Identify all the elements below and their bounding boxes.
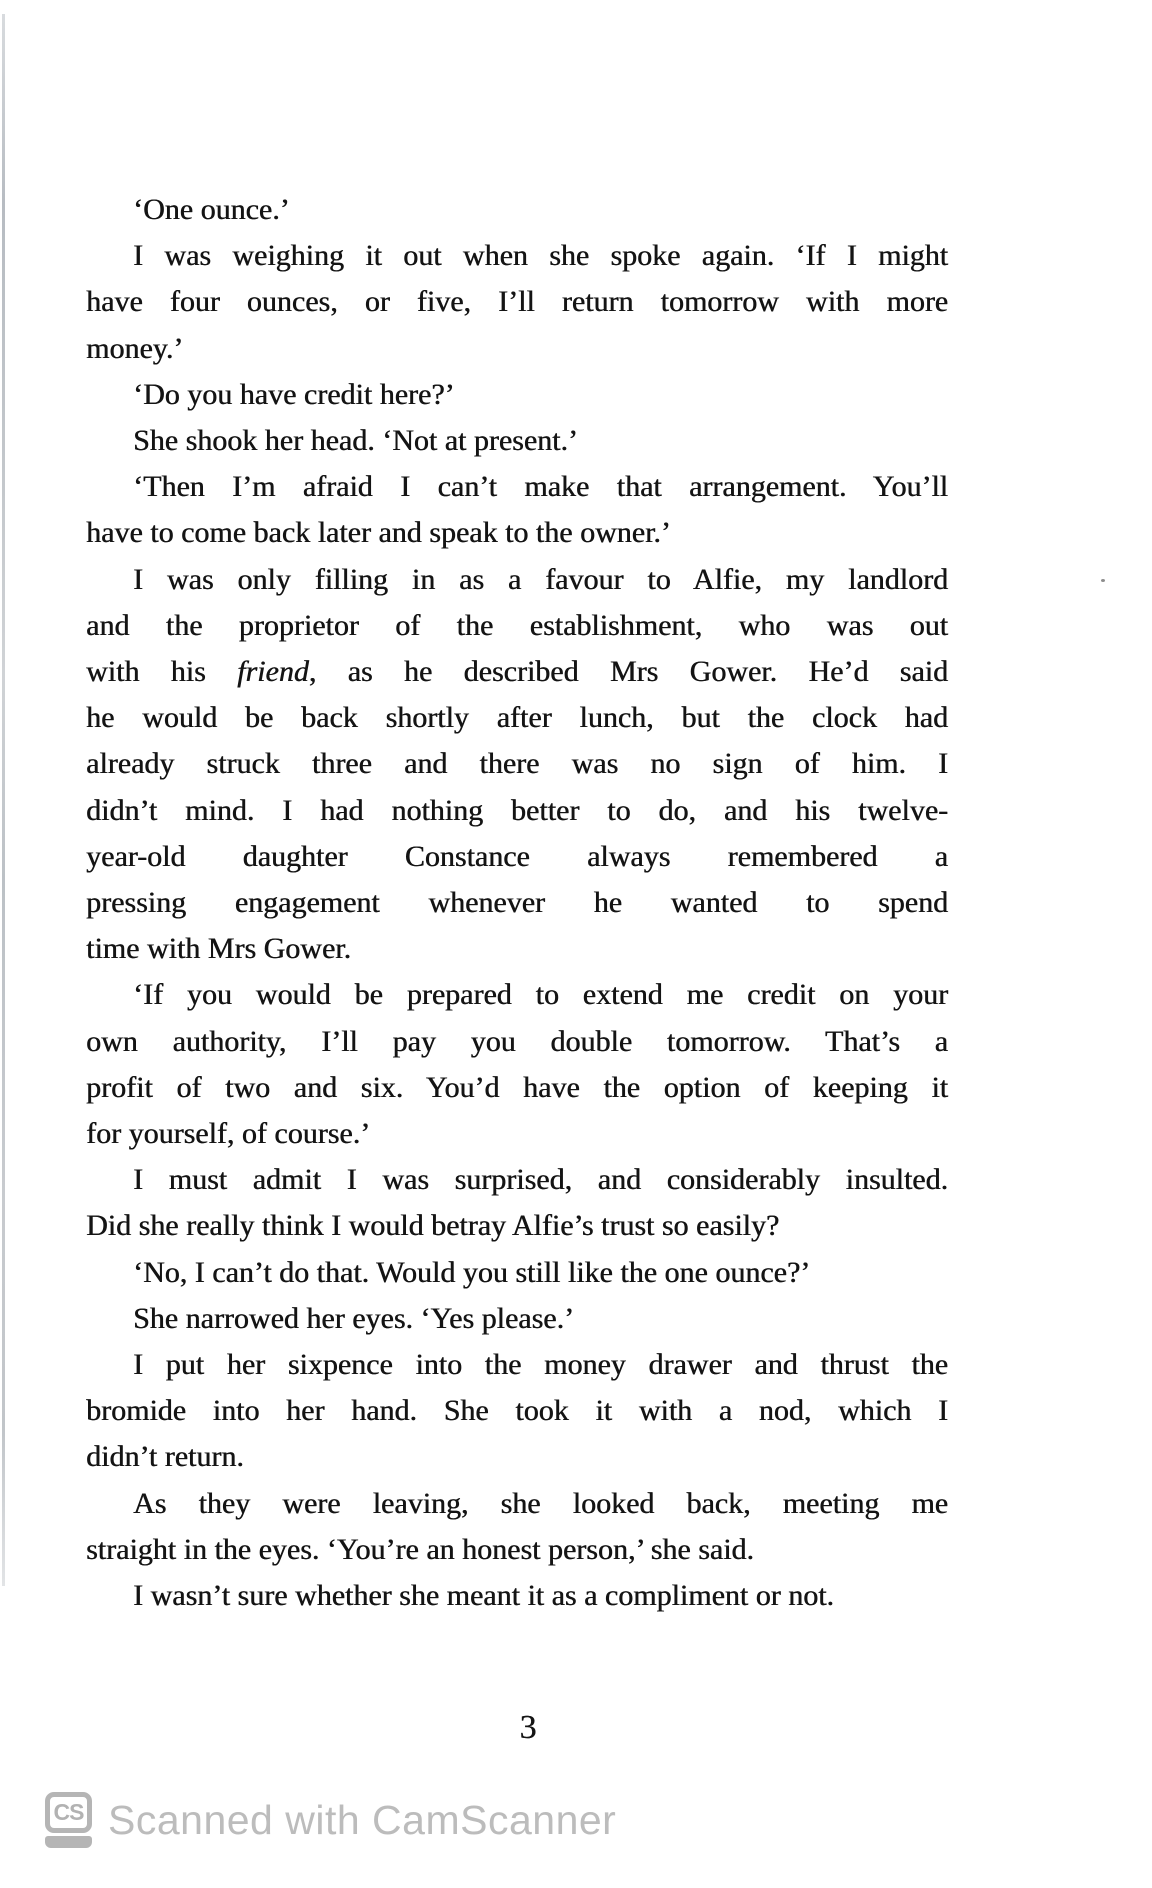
text-line [86,1527,948,1573]
text-line [86,187,948,233]
scan-speck [1101,579,1105,582]
text-segment: already struck three and there was no sign of him. I [86,747,948,781]
text-segment: for yourself, of course.’ [86,1117,371,1151]
camscanner-watermark-text: Scanned with CamScanner [108,1796,617,1843]
text-line [86,1573,948,1619]
camscanner-watermark-bar [45,1791,616,1849]
text-line [86,510,948,556]
text-segment: ‘One ounce.’ [133,193,290,226]
page-number: 3 [519,1709,537,1746]
text-segment: She shook her head. ‘Not at present.’ [133,424,578,458]
text-segment: and the proprietor of the establishment, who was out [86,608,948,642]
text-segment: As they were leaving, she looked back, meeting me [133,1486,948,1520]
text-segment: ‘Then I’m afraid I can’t make that arrangement. You’ll [133,470,948,504]
camscanner-logo-frame [45,1792,92,1833]
text-line [86,1157,948,1203]
text-segment: straight in the eyes. ‘You’re an honest person,’ she said. [86,1532,754,1566]
text-line [86,603,948,649]
text-line [86,1434,948,1480]
text-segment: I must admit I was surprised, and considerably insulted. [133,1163,948,1197]
text-line [86,1296,948,1342]
text-line [86,464,948,510]
text-segment: own authority, I’ll pay you double tomorrow. That’s a [86,1024,948,1058]
text-segment: I was only filling in as a favour to Alfie, my landlord [133,562,948,596]
text-line [86,695,948,741]
text-segment: year-old daughter Constance always remembered a [86,839,948,873]
text-segment: have four ounces, or five, I’ll return tomorrow with more [86,285,948,319]
text-segment: pressing engagement whenever he wanted to spend [86,886,948,920]
text-segment: Did she really think I would betray Alfie’s trust so easily? [86,1209,780,1243]
text-segment: , as he described Mrs Gower. He’d said [308,655,948,689]
text-segment-italic: friend [237,655,309,689]
text-line [86,880,948,926]
text-block [86,187,948,1619]
text-segment: time with Mrs Gower. [86,932,351,966]
text-line [86,788,948,834]
text-segment: ‘No, I can’t do that. Would you still like the one ounce?’ [133,1255,811,1289]
text-segment: I put her sixpence into the money drawer and thrust the [133,1348,948,1382]
text-line [86,1203,948,1249]
text-line [86,326,948,372]
text-line [86,1065,948,1111]
text-line [86,649,948,695]
text-segment: I wasn’t sure whether she meant it as a compliment or not. [133,1579,834,1613]
text-segment: She narrowed her eyes. ‘Yes please.’ [133,1301,574,1335]
text-segment: didn’t return. [86,1440,244,1474]
text-line [86,1388,948,1434]
text-segment: he would be back shortly after lunch, but the clock had [86,701,948,735]
text-segment: I was weighing it out when she spoke again. ‘If I might [133,239,948,273]
text-line [86,1019,948,1065]
text-line [86,557,948,603]
text-line [86,1481,948,1527]
text-line [86,372,948,418]
text-segment: bromide into her hand. She took it with a nod, which I [86,1394,948,1428]
text-line [86,233,948,279]
text-line [86,1111,948,1157]
text-line [86,741,948,787]
text-line [86,279,948,325]
text-line [86,972,948,1018]
scan-edge-artifact-line [2,14,5,1586]
text-segment: have to come back later and speak to the owner.’ [86,516,671,550]
text-segment: didn’t mind. I had nothing better to do, and his twelve- [86,793,948,827]
camscanner-logo [45,1792,92,1848]
camscanner-logo-tray [45,1836,92,1848]
text-line [86,418,948,464]
text-line [86,834,948,880]
text-segment: ‘Do you have credit here?’ [133,377,455,411]
text-segment: money.’ [86,331,184,365]
text-segment: ‘If you would be prepared to extend me credit on your [133,978,948,1012]
text-segment: profit of two and six. You’d have the option of keeping it [86,1070,948,1104]
text-segment: with his [86,655,238,689]
camscanner-logo-text: CS [53,1799,84,1825]
text-line [86,1250,948,1296]
text-line [86,926,948,972]
text-line [86,1342,948,1388]
